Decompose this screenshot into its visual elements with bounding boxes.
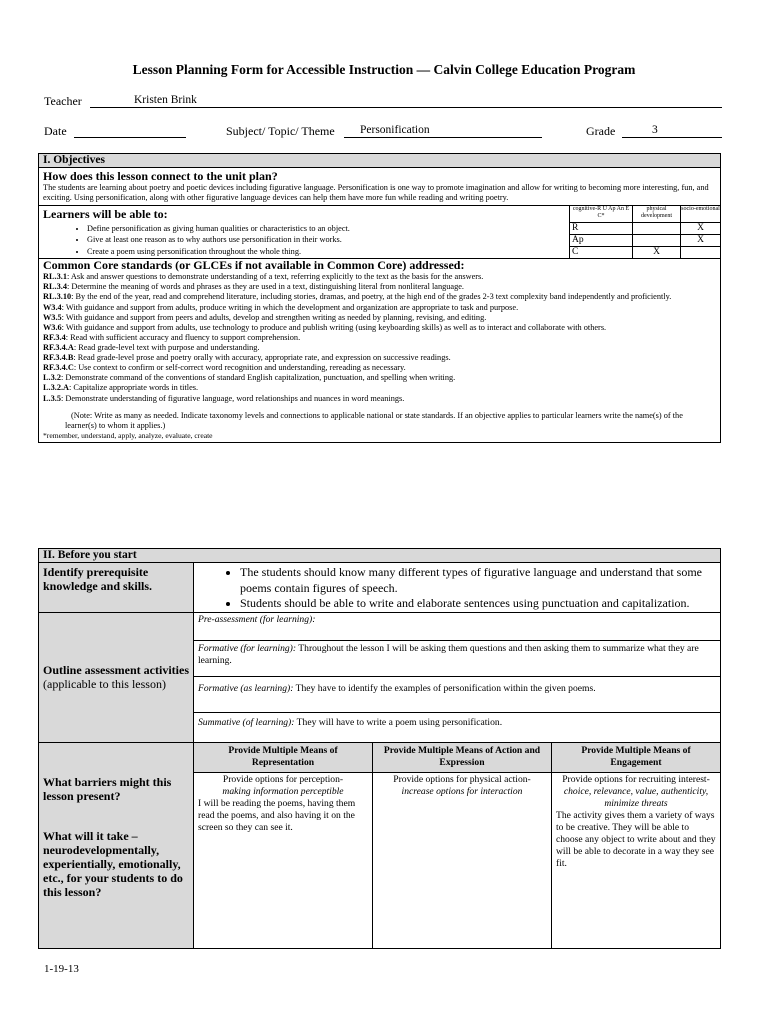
udl-action-italic: increase options for interaction <box>401 785 523 797</box>
before-heading: II. Before you start <box>39 549 721 563</box>
standards-heading: Common Core standards (or GLCEs if not available in Common Core) addressed: <box>43 258 465 273</box>
socio-mark: X <box>681 235 721 247</box>
udl-representation-cell <box>194 772 373 948</box>
standard-text: : Determine the meaning of words and phrases as they are used in a text, distinguishing literal from nonliteral language. <box>66 282 464 292</box>
pre-assessment-label: Pre-assessment (for learning): <box>198 613 316 625</box>
formative-as-text: They have to identify the examples of personification within the given poems. <box>293 682 596 694</box>
prereq-label: Identify prerequisite knowledge and skills. <box>39 563 194 613</box>
col-cognitive-header: cognitive-R U Ap An E C* <box>570 206 633 223</box>
standard-text: : Read with sufficient accuracy and fluency to support comprehension. <box>65 332 301 342</box>
standard-item <box>43 292 716 302</box>
taxonomy-footnote: *remember, understand, apply, analyze, evaluate, create <box>43 430 213 440</box>
standard-code: RL.3.4 <box>43 282 67 292</box>
standard-code: W3.6 <box>43 322 62 332</box>
formative-for-learning-cell <box>194 640 721 676</box>
standard-code: RL.3.1 <box>43 272 67 282</box>
subject-field[interactable] <box>344 124 542 138</box>
standard-text: : Demonstrate understanding of figurative language, word relationships and nuances in word meanings. <box>60 393 405 403</box>
udl-action-lead: Provide options for physical action- <box>393 773 531 785</box>
prereq-cell <box>194 563 721 613</box>
learners-heading: Learners will be able to: <box>43 207 168 222</box>
standard-code: RF.3.4 <box>43 332 66 342</box>
teacher-field[interactable] <box>90 94 722 108</box>
footer-date: 1-19-13 <box>44 963 79 975</box>
standard-code: L.3.2.A <box>43 383 70 393</box>
summative-text: They will have to write a poem using personification. <box>294 716 503 728</box>
standard-item <box>43 313 716 323</box>
learners-list <box>43 223 565 257</box>
standard-code: W3.5 <box>43 312 62 322</box>
unit-connection-cell <box>39 168 721 206</box>
standard-item <box>43 323 716 333</box>
prereq-item: • The students should know many different types of figurative language and understand that some poems contain figures of speech. <box>240 565 718 596</box>
grade-field[interactable] <box>622 124 722 138</box>
udl-representation-lead: Provide options for perception- <box>222 773 344 785</box>
standard-item <box>43 353 716 363</box>
standard-text: : Capitalize appropriate words in titles. <box>69 383 199 393</box>
udl-representation-italic: making information perceptible <box>222 785 344 797</box>
standard-item <box>43 303 716 313</box>
objectives-table <box>38 153 721 443</box>
col-socio-header: socio-emotional <box>681 206 721 223</box>
learner-objective: • Give at least one reason as to why authors use personification in their works. <box>87 234 565 245</box>
teacher-label: Teacher <box>44 94 82 108</box>
standard-item <box>43 282 716 292</box>
standard-text: : With guidance and support from adults, produce writing in which the development and organization are appropriate to task and purpose. <box>61 302 519 312</box>
standard-text: : With guidance and support from adults, use technology to produce and publish writing (using keyboarding skills) as well as to interact and collaborate with others. <box>61 322 607 332</box>
objectives-note: (Note: Write as many as needed. Indicate taxonomy levels and connections to applicable national or state standards. If an objective applies to particular learners write the name(s) of the learner(s) to whom it applies.) <box>65 410 683 430</box>
standard-text: : Read grade-level prose and poetry orally with accuracy, appropriate rate, and expression on successive readings. <box>73 353 451 363</box>
standard-text: : Demonstrate command of the conventions of standard English capitalization, punctuation, and spelling when writing. <box>60 373 456 383</box>
form-title: Lesson Planning Form for Accessible Instruction — Calvin College Education Program <box>132 62 636 77</box>
udl-action-cell <box>373 772 552 948</box>
formative-for-text: Throughout the lesson I will be asking them questions and then asking them to summarize what they are learning. <box>198 642 699 666</box>
prereq-item: • Students should be able to write and elaborate sentences using punctuation and capitalization. <box>240 596 718 612</box>
udl-engagement-header: Provide Multiple Means of Engagement <box>552 742 721 772</box>
standard-code: W3.4 <box>43 302 62 312</box>
udl-engagement-italic: choice, relevance, value, authenticity, minimize threats <box>563 785 709 809</box>
udl-representation-header: Provide Multiple Means of Representation <box>194 742 373 772</box>
standard-text: : By the end of the year, read and comprehend literature, including stories, dramas, and poetry, at the high end of the grades 2-3 text complexity band independently and proficiently. <box>71 292 672 302</box>
standards-list <box>43 272 716 403</box>
udl-engagement-cell <box>552 772 721 948</box>
summative-cell <box>194 712 721 742</box>
udl-representation-body: I will be reading the poems, having them read the poems, and also having it on the screen so they can see it. <box>198 797 356 833</box>
standard-code: RF.3.4.B <box>43 353 74 363</box>
physical-mark <box>633 223 681 235</box>
udl-engagement-lead: Provide options for recruiting interest- <box>562 773 710 785</box>
assessment-sublabel: (applicable to this lesson) <box>43 677 166 692</box>
standard-code: RF.3.4.C <box>43 363 74 373</box>
formative-for-label: Formative (for learning): <box>198 642 297 654</box>
formative-as-label: Formative (as learning): <box>198 682 294 694</box>
cognitive-level: Ap <box>570 235 633 247</box>
learners-cell <box>39 206 570 259</box>
standard-code: RF.3.4.A <box>43 342 74 352</box>
standard-item <box>43 394 716 404</box>
physical-mark: X <box>633 247 681 259</box>
subject-value: Personification <box>360 124 430 136</box>
cognitive-level: C <box>570 247 633 259</box>
summative-label: Summative (of learning): <box>198 716 295 728</box>
learner-objective: • Define personification as giving human qualities or characteristics to an object. <box>87 223 565 234</box>
what-it-takes-question: What will it take – neurodevelopmentally, experientially, emotionally, etc., for your students to do this lesson? <box>43 828 183 899</box>
barriers-cell <box>39 742 194 948</box>
cognitive-level: R <box>570 223 633 235</box>
standard-item <box>43 373 716 383</box>
standard-item <box>43 363 716 373</box>
standard-text: : Ask and answer questions to demonstrate understanding of a text, referring explicitly to the text as the basis for the answers. <box>66 272 484 282</box>
standard-code: L.3.5 <box>43 393 61 403</box>
standards-cell <box>39 259 721 443</box>
unit-connection-text: The students are learning about poetry and poetic devices including figurative language. Personification is one way to promote imagination and allow for writing to becoming more interesting, fun, and exciting. Using personification, along with other figurative language devices can help them have more fun while reading and writing poetry. <box>43 183 709 203</box>
pre-assessment-cell <box>194 612 721 640</box>
socio-mark: X <box>681 223 721 235</box>
col-physical-header: physical development <box>633 206 681 223</box>
assessment-label: Outline assessment activities <box>43 663 189 678</box>
teacher-value: Kristen Brink <box>134 94 197 106</box>
standard-text: : Read grade-level text with purpose and understanding. <box>73 342 260 352</box>
barriers-question: What barriers might this lesson present? <box>43 774 172 803</box>
udl-engagement-body: The activity gives them a variety of ways to be creative. They will be able to choose any object to write about and they will be able to decorate in a way they see fit. <box>556 809 716 869</box>
standard-item <box>43 272 716 282</box>
unit-connection-question: How does this lesson connect to the unit plan? <box>43 169 278 183</box>
standard-text: : Use context to confirm or self-correct word recognition and understanding, rereading as necessary. <box>73 363 406 373</box>
standard-item <box>43 383 716 393</box>
standard-code: RL.3.10 <box>43 292 72 302</box>
standard-text: : With guidance and support from peers and adults, develop and strengthen writing as needed by planning, revising, and editing. <box>61 312 487 322</box>
before-you-start-table <box>38 548 721 949</box>
assessment-label-cell <box>39 612 194 742</box>
udl-action-header: Provide Multiple Means of Action and Expression <box>373 742 552 772</box>
subject-label: Subject/ Topic/ Theme <box>226 124 335 138</box>
standard-code: L.3.2 <box>43 373 61 383</box>
learner-objective: • Create a poem using personification throughout the whole thing. <box>87 246 565 257</box>
grade-label: Grade <box>586 124 616 138</box>
objectives-heading: I. Objectives <box>39 154 721 168</box>
physical-mark <box>633 235 681 247</box>
grade-value: 3 <box>652 124 658 136</box>
date-label: Date <box>44 124 67 138</box>
prereq-list <box>194 565 718 612</box>
formative-as-learning-cell <box>194 676 721 712</box>
socio-mark <box>681 247 721 259</box>
date-field[interactable] <box>74 124 186 138</box>
standard-item <box>43 343 716 353</box>
standard-item <box>43 333 716 343</box>
